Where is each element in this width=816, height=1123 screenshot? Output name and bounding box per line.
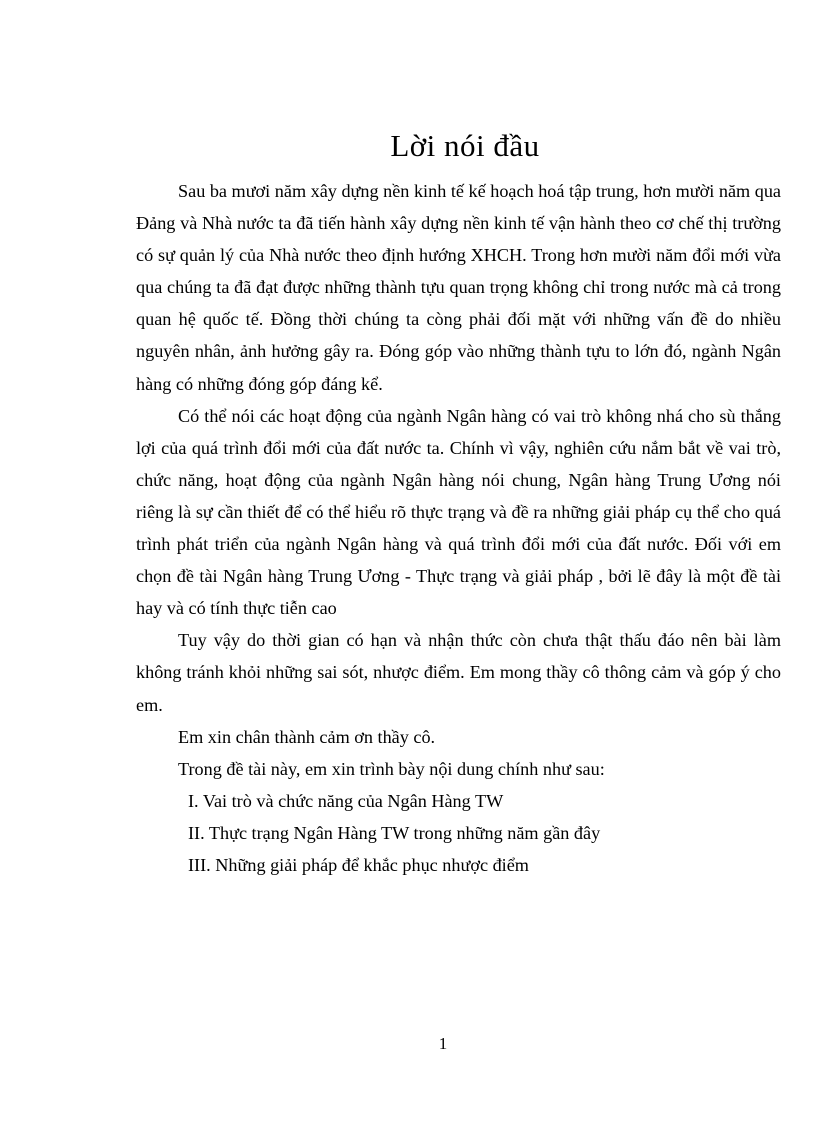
contents-item-2: II. Thực trạng Ngân Hàng TW trong những năm gần đây bbox=[188, 822, 601, 843]
paragraph-3: Tuy vậy do thời gian có hạn và nhận thức còn chưa thật thấu đáo nên bài làm không tránh khỏi những sai sót, nhược điểm. Em mong thầy cô thông cảm và góp ý cho em. bbox=[136, 630, 781, 715]
contents-intro: Trong đề tài này, em xin trình bày nội dung chính như sau: bbox=[178, 758, 605, 779]
contents-item-3: III. Những giải pháp để khắc phục nhược điểm bbox=[188, 854, 529, 875]
page-number: 1 bbox=[438, 1034, 448, 1053]
paragraph-1: Sau ba mươi năm xây dựng nền kinh tế kế hoạch hoá tập trung, hơn mười năm qua Đảng và Nhà nước ta đã tiến hành xây dựng nền kinh tế vận hành theo cơ chế thị trường có sự quản lý của Nhà nước theo định hướng XHCH. Trong hơn mười năm đổi mới vừa qua chúng ta đã đạt được những thành tựu quan trọng không chỉ trong nước mà cả trong quan hệ quốc tế. Đồng thời chúng ta còng phải đối mặt với những vấn đề do nhiều nguyên nhân, ảnh hưởng gây ra. Đóng góp vào những thành tựu to lớn đó, ngành Ngân hàng có những đóng góp đáng kể. bbox=[136, 181, 781, 394]
thanks-line: Em xin chân thành cảm ơn thầy cô. bbox=[178, 726, 436, 747]
document-title: Lời nói đầu bbox=[390, 128, 540, 163]
paragraph-2: Có thể nói các hoạt động của ngành Ngân hàng có vai trò không nhá cho sù thắng lợi của quá trình đổi mới của đất nước ta. Chính vì vậy, nghiên cứu nắm bắt về vai trò, chức năng, hoạt động của ngành Ngân hàng nói chung, Ngân hàng Trung Ương nói riêng là sự cần thiết để có thể hiểu rõ thực trạng và đề ra những giải pháp cụ thể cho quá trình phát triển của ngành Ngân hàng và quá trình đổi mới của đất nước. Đối với em chọn đề tài Ngân hàng Trung Ương - Thực trạng và giải pháp , bởi lẽ đây là một đề tài hay và có tính thực tiễn cao bbox=[136, 405, 781, 619]
document-body bbox=[136, 175, 781, 881]
contents-item-1: I. Vai trò và chức năng của Ngân Hàng TW bbox=[188, 790, 504, 811]
